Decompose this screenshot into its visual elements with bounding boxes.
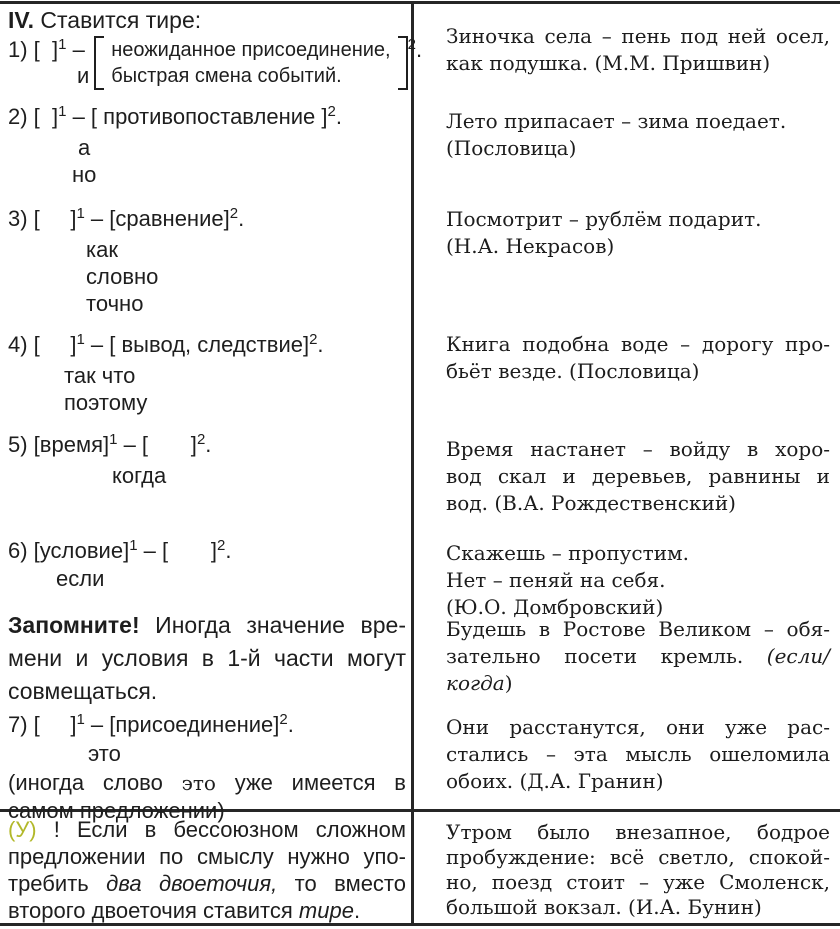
rule-1-bracket-content: неожиданное присоединение, быстрая смена событий. [111,39,391,87]
text-line: Зиночка села – пень под ней осел, [446,24,830,48]
rule-5 [8,431,406,489]
rule-7-conjunction: это [88,741,121,766]
text-line: Скажешь – пропустим. [446,541,689,565]
example-prishvin [446,23,830,77]
rule-7-schema: 7) [ ]1 – [присоединение]2. [8,711,294,737]
text-line: вод скал и деревьев, равнины и [446,464,830,488]
rule-3-conjunction: точно [86,291,144,316]
example-granin [446,714,830,795]
italic-hint: (если/ [766,644,830,668]
section-numeral: IV. [8,7,35,33]
top-border [0,1,840,4]
italic-hint: когда [446,671,505,695]
rule-3 [8,205,406,317]
example-proverb-book [446,331,830,385]
rule-1-tail: 2. [407,36,423,62]
rule-5-schema: 5) [время]1 – [ ]2. [8,431,212,457]
rule-2 [8,103,406,188]
example-rozhdestvensky [446,436,830,517]
example-bunin [446,820,830,920]
usage-marker: (У) [8,817,37,842]
rule-1 [8,36,423,90]
rule-4 [8,331,406,416]
text-line: Нет – пеняй на себя. [446,568,666,592]
text-line: как подушка. (М.М. Пришвин) [446,51,771,75]
tall-bracket-left [94,36,104,90]
text-line: но, поезд стоит – уже Смоленск, [446,870,830,894]
rule-3-schema: 3) [ ]1 – [сравнение]2. [8,205,245,231]
text-line: Утром было внезапное, бодрое [446,820,830,844]
text-line: Время настанет – войду в хоро- [446,437,830,461]
italic-term: два двоеточия, [106,871,278,896]
rule-4-schema: 4) [ ]1 – [ вывод, следствие]2. [8,331,324,357]
rule-6-conjunction: если [56,566,105,591]
text-line: большой вокзал. (И.А. Бунин) [446,895,762,919]
column-divider [411,1,414,926]
text-line: бьёт везде. (Пословица) [446,359,700,383]
rule-6-schema: 6) [условие]1 – [ ]2. [8,537,232,563]
italic-term: тире [298,898,354,923]
example-nekrasov [446,206,830,260]
tall-bracket-right [398,36,408,90]
usage-note: (У) ! Если в бессоюзном сложном предложении по смыслу нужно упо- требить два двоеточия, то вместо второго двоеточия ставится тире. [8,817,406,923]
example-dombrovsky [446,540,830,621]
remember-note: Запомните! Иногда значение вре- мени и условия в 1-й части могут совмещаться. [8,612,406,704]
text-line: обоих. (Д.А. Гранин) [446,769,664,793]
rule-2-schema: 2) [ ]1 – [ противопоставление ]2. [8,103,342,129]
text-line: (Пословица) [446,136,577,160]
section-title-text: Ставится тире: [34,7,202,33]
rule-4-conjunction: поэтому [64,390,148,415]
rule-7 [8,711,406,824]
rule-4-conjunction: так что [64,363,136,388]
rule-6 [8,537,406,592]
example-proverb-summer [446,108,830,162]
text-line: пробуждение: всё светло, спокой- [446,845,830,869]
example-rostov: Будешь в Ростове Великом – обя- зательно посети кремль. (если/ когда) [446,617,830,695]
remember-label: Запомните! [8,612,140,638]
rule-3-conjunction: словно [86,264,159,289]
rule-2-conjunction: а [78,135,91,160]
text-line: вод. (В.А. Рождественский) [446,491,736,515]
text-line: Они расстанутся, они уже рас- [446,715,830,739]
rule-1-schema: 1) [ ]1 – [8,36,91,62]
inline-word-eto: это [181,771,216,795]
section-title [8,6,406,34]
text-line: Посмотрит – рублём подарит. [446,207,762,231]
text-line: Книга подобна воде – дорогу про- [446,332,830,356]
text-line: Лето припасает – зима поедает. [446,109,787,133]
text-line: (Н.А. Некрасов) [446,234,615,258]
rule-7-note: (иногда слово это уже имеется в самом предложении) [8,770,406,823]
rule-3-conjunction: как [86,237,118,262]
rule-1-conjunction: и [76,63,90,88]
text-line: стались – эта мысль ошеломила [446,742,830,766]
rule-5-conjunction: когда [112,463,167,488]
rule-2-conjunction: но [72,162,97,187]
text-line: (Ю.О. Домбровский) [446,595,664,619]
